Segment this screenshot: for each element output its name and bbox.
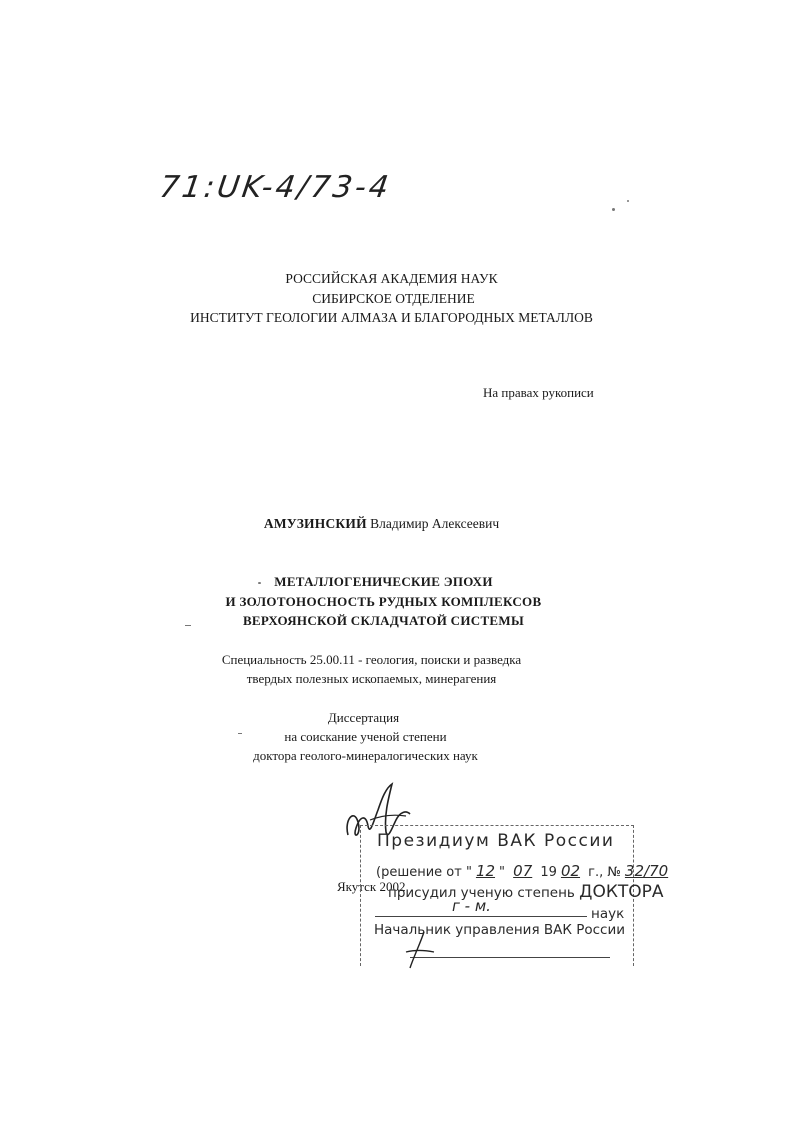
- stamp-degree-underline: [375, 916, 587, 917]
- stamp-decision-prefix: (решение от ": [376, 865, 472, 880]
- title-line-3: ВЕРХОЯНСКОЙ СКЛАДЧАТОЙ СИСТЕМЫ: [242, 613, 525, 628]
- stamp-degree-word: наук: [591, 906, 625, 922]
- stamp-decision: [376, 862, 672, 880]
- stamp-day: 12: [475, 862, 496, 880]
- stamp-head-title: Начальник управления ВАК России: [374, 922, 626, 938]
- author-name: [0, 516, 779, 532]
- stamp-month: 07: [513, 862, 533, 880]
- author-given-names: Владимир Алексеевич: [370, 516, 500, 531]
- catalog-code: 71:UK-4/73-4: [157, 170, 394, 205]
- stamp-year-suffix: 02: [560, 862, 581, 880]
- stamp-degree-handwritten: г - м.: [452, 897, 491, 915]
- dissertation-line-1: Диссертация: [327, 710, 400, 725]
- scan-speck: [612, 208, 615, 211]
- organization-line-1: РОССИЙСКАЯ АКАДЕМИЯ НАУК: [285, 271, 498, 286]
- organization-line-3: ИНСТИТУТ ГЕОЛОГИИ АЛМАЗА И БЛАГОРОДНЫХ МЕТАЛЛОВ: [190, 310, 593, 325]
- scan-speck: [627, 200, 629, 202]
- title-line-2: И ЗОЛОТОНОСНОСТЬ РУДНЫХ КОМПЛЕКСОВ: [225, 594, 542, 609]
- dissertation-line-3: доктора геолого-минералогических наук: [253, 748, 478, 763]
- stamp-number: 32/70: [624, 862, 669, 880]
- place-year: Якутск 2002: [337, 879, 406, 894]
- rights-note: На правах рукописи: [483, 385, 594, 400]
- stamp-signature-image: [400, 930, 440, 970]
- dissertation-line-2: на соискание ученой степени: [284, 729, 447, 744]
- stamp-degree: ДОКТОРА: [579, 882, 664, 902]
- title-line-1: МЕТАЛЛОГЕНИЧЕСКИЕ ЭПОХИ: [274, 574, 493, 589]
- author-surname: АМУЗИНСКИЙ: [263, 516, 367, 531]
- organization-line-2: СИБИРСКОЕ ОТДЕЛЕНИЕ: [312, 291, 475, 306]
- specialty-line-2: твердых полезных ископаемых, минерагения: [246, 671, 497, 686]
- stamp-year-prefix: 19: [536, 865, 557, 880]
- stamp-title: Президиум ВАК России: [377, 831, 615, 851]
- stamp-signature-line: [410, 957, 610, 958]
- stamp-sep: ": [499, 865, 510, 880]
- stamp-award-text: присудил ученую степень: [388, 885, 580, 901]
- specialty-line-1: Специальность 25.00.11 - геология, поиски и разведка: [221, 652, 522, 667]
- stamp-award: [388, 882, 664, 902]
- stamp-number-label: г., №: [584, 865, 621, 880]
